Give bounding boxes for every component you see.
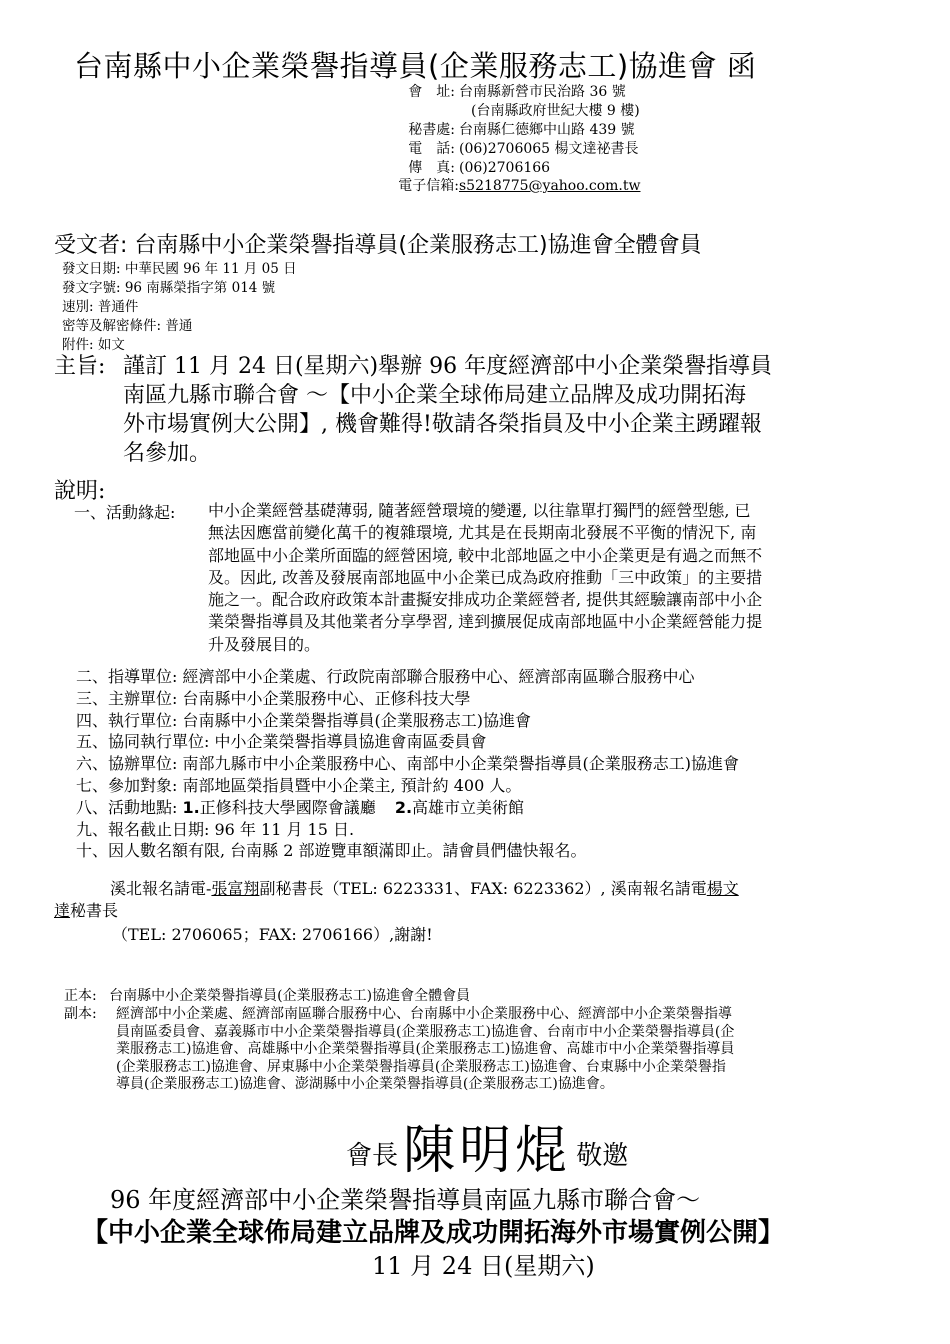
phone-value: (06)2706065 楊文達祕書長 [459,141,639,157]
item1-line: 中小企業經營基礎薄弱, 隨著經營環境的變遷, 以往靠單打獨鬥的經營型態, 已 [208,501,751,520]
original-recipients [64,988,470,1006]
copy-line: 導員(企業服務志工)協進會、澎湖縣中小企業榮譽指導員(企業服務志工)協進會。 [116,1076,614,1093]
item1-line: 施之一。配合政府政策本計畫擬安排成功企業經營者, 提供其經驗讓南部中小企 [208,590,763,610]
venue-label: 八、活動地點: [76,797,178,817]
contact-middle: 副秘書長（TEL: 6223331、FAX: 6223362）, 溪南報名請電 [259,879,707,898]
secretariat-line [385,120,635,140]
contact-suffix: 秘書長 [70,901,119,920]
subject-line: 南區九縣市聯合會 ～【中小企業全球佈局建立品牌及成功開拓海 [123,383,746,408]
copy-line: 員南區委員會、嘉義縣市中小企業榮譽指導員(企業服務志工)協進會、台南市中小企業榮譽指導員(企 [116,1023,735,1040]
fax-value: (06)2706166 [459,160,551,176]
explanation-items [76,666,739,862]
event-title-line2: 【中小企業全球佈局建立品牌及成功開拓海外市場實例公開】 [82,1218,785,1248]
address-line [385,82,626,102]
issue-date: 發文日期: 中華民國 96 年 11 月 05 日 [62,261,297,277]
email-label: 電子信箱: [398,178,459,194]
subject-label: 主旨: [54,354,106,379]
explanation-label: 說明: [54,479,106,504]
contact-tel: （TEL: 2706065；FAX: 2706166）,謝謝! [112,925,433,944]
item1-line: 部地區中小企業所面臨的經營困境, 較中北部地區之中小企業更是有過之而無不 [208,545,763,565]
list-item: 五、協同執行單位: 中小企業榮譽指導員協進會南區委員會 [76,732,487,752]
deadline-item: 九、報名截止日期: 96 年 11 月 15 日. [76,819,355,839]
item1-label: 一、活動緣起: [74,503,176,522]
address-label: 會 址: [408,84,455,100]
list-item: 四、執行單位: 台南縣中小企業榮譽指導員(企業服務志工)協進會 [76,710,531,730]
secrecy-level: 密等及解密條件: 普通 [62,318,193,334]
original-value: 台南縣中小企業榮譽指導員(企業服務志工)協進會全體會員 [109,988,471,1004]
subject-line: 外市場實例大公開】, 機會難得!敬請各榮指員及中小企業主踴躍報 [123,412,762,437]
phone-label: 電 話: [408,141,455,157]
venue1-number: 1. [182,797,200,817]
venue2-number: 2. [394,797,413,817]
event-date: 11 月 24 日(星期六) [372,1252,595,1280]
copy-recipients [116,1006,734,1094]
original-label: 正本: [64,988,97,1004]
speed-category: 速別: 普通件 [62,299,139,315]
copy-label: 副本: [64,1006,97,1022]
event-title-line1: 96 年度經濟部中小企業榮譽指導員南區九縣市聯合會～ [110,1186,701,1214]
subject-line: 名參加。 [123,441,212,466]
copy-line: 業服務志工)協進會、高雄縣中小企業榮譽指導員(企業服務志工)協進會、高雄市中小企業榮譽指導員 [116,1041,735,1058]
subject-line: 謹訂 11 月 24 日(星期六)舉辦 96 年度經濟部中小企業榮譽指導員 [123,354,773,379]
document-number: 發文字號: 96 南縣榮指字第 014 號 [62,280,276,296]
venue2: 高雄市立美術館 [412,797,525,817]
item1-body [208,500,762,656]
contact-line [110,876,739,899]
contact-line-2 [54,898,118,921]
item1-line: 及。因此, 改善及發展南部地區中小企業已成為政府推動「三中政策」的主要措 [208,567,763,587]
list-item: 二、指導單位: 經濟部中小企業處、行政院南部聯合服務中心、經濟部南區聯合服務中心 [76,667,695,686]
copy-line: 經濟部中小企業處、經濟部南區聯合服務中心、台南縣中小企業服務中心、經濟部中小企業榮譽指導 [116,1006,732,1022]
document-title: 台南縣中小企業榮譽指導員(企業服務志工)協進會 函 [74,49,757,83]
secretariat-value: 台南縣仁德鄉中山路 439 號 [459,122,635,138]
recipient: 受文者: 台南縣中小企業榮譽指導員(企業服務志工)協進會全體會員 [54,233,702,258]
email-line [385,176,640,196]
fax-label: 傳 真: [408,160,455,176]
list-item: 三、主辦單位: 台南縣中小企業服務中心、正修科技大學 [76,688,471,708]
list-item: 六、協辦單位: 南部九縣市中小企業服務中心、南部中小企業榮譽指導員(企業服務志工)協進會 [76,754,739,774]
contact-name-south-cont: 達 [54,901,71,920]
signature [346,1108,628,1183]
venue1: 正修科技大學國際會議廳 [199,797,376,817]
address-note: (台南縣政府世紀大樓 9 樓) [471,103,640,119]
attachment: 附件: 如文 [62,337,125,353]
subject-body [123,352,883,468]
contact-prefix: 溪北報名請電- [110,879,212,898]
chair-title: 會長 [346,1141,399,1171]
chair-name: 陳明焜 [403,1121,572,1181]
closing: 敬邀 [576,1141,629,1171]
fax-line [385,158,550,178]
item1-line: 業榮譽指導員及其他業者分享學習, 達到擴展促成南部地區中小企業經營能力提 [208,612,763,632]
email-link[interactable]: s5218775@yahoo.com.tw [459,178,641,194]
notice-item: 十、因人數名額有限, 台南縣 2 部遊覽車額滿即止。請會員們儘快報名。 [76,841,587,861]
copy-line: (企業服務志工)協進會、屏東縣中小企業榮譽指導員(企業服務志工)協進會、台東縣中小企業榮譽指 [116,1058,726,1075]
contact-name-north: 張富翔 [211,879,260,898]
secretariat-label: 秘書處: [408,122,455,138]
address-value: 台南縣新營市民治路 36 號 [459,84,626,100]
item1-line: 無法因應當前變化萬千的複雜環境, 尤其是在長期南北發展不平衡的情況下, 南 [208,523,757,543]
list-item: 七、參加對象: 南部地區榮指員暨中小企業主, 預計約 400 人。 [76,775,522,795]
venue-item [76,797,739,819]
item1-line: 升及發展目的。 [208,634,321,654]
phone-line [385,139,639,159]
contact-name-south: 楊文 [706,879,739,898]
